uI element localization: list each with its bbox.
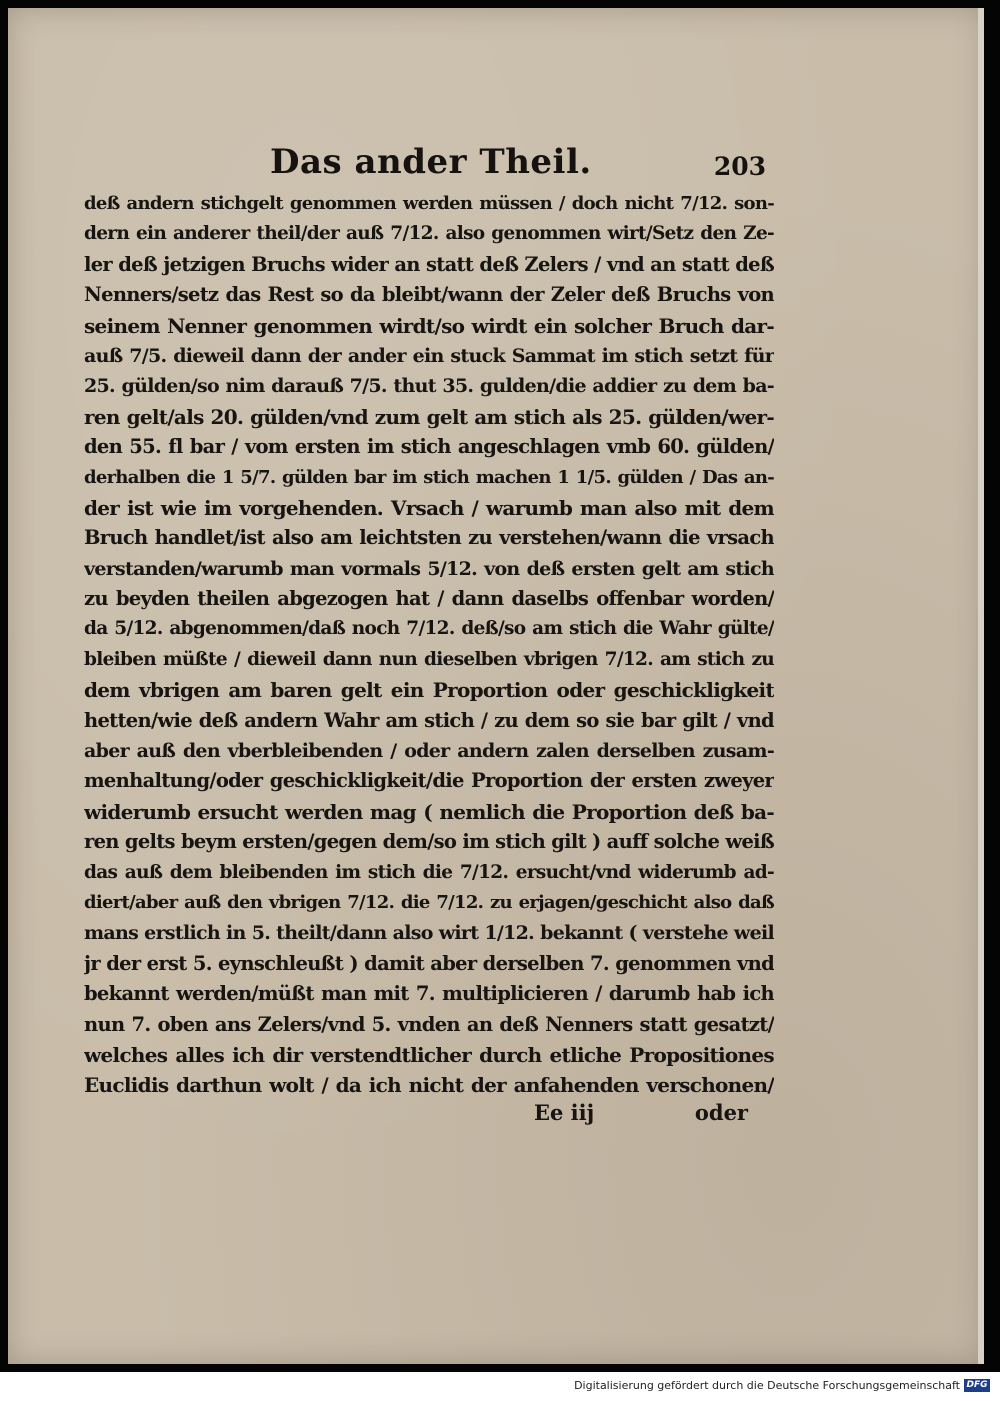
text-line: das auß dem bleibenden im stich die 7/12. ersucht/vnd widerumb ad- [84, 861, 774, 883]
text-line: auß 7/5. dieweil dann der ander ein stuck Sammat im stich setzt für [84, 344, 774, 367]
text-line: seinem Nenner genommen wirdt/so wirdt ein solcher Bruch dar- [84, 313, 774, 338]
text-line: den 55. fl bar / vom ersten im stich angeschlagen vmb 60. gülden/ [84, 435, 774, 459]
text-line: diert/aber auß den vbrigen 7/12. die 7/12. zu erjagen/geschicht also daß [84, 891, 774, 913]
text-line: Bruch handlet/ist also am leichtsten zu verstehen/wann die vrsach [84, 526, 774, 550]
text-line: derhalben die 1 5/7. gülden bar im stich machen 1 1/5. gülden / Das an- [84, 466, 774, 488]
text-line: dem vbrigen am baren gelt ein Proportion oder geschickligkeit [84, 678, 774, 703]
text-line: ren gelts beym ersten/gegen dem/so im stich gilt ) auff solche weiß [84, 830, 774, 854]
text-line: jr der erst 5. eynschleußt ) damit aber derselben 7. genommen vnd [84, 951, 774, 975]
funding-credit: Digitalisierung gefördert durch die Deutsche Forschungsgemeinschaft [574, 1379, 960, 1392]
text-line: bleiben müßte / dieweil dann nun dieselben vbrigen 7/12. am stich zu [84, 648, 774, 670]
dfg-logo-icon[interactable]: DFG [964, 1379, 990, 1392]
running-head: Das ander Theil. [270, 142, 592, 182]
page-header [270, 142, 770, 186]
text-line: bekannt werden/müßt man mit 7. multiplicieren / darumb hab ich [84, 982, 774, 1006]
book-page [8, 8, 984, 1364]
signature-mark: Ee iij [534, 1100, 595, 1125]
page-footer [528, 1100, 778, 1132]
body-text [84, 189, 774, 1101]
text-line: aber auß den vberbleibenden / oder andern zalen derselben zusam- [84, 740, 774, 763]
text-line: welches alles ich dir verstendtlicher durch etliche Propositiones [84, 1042, 774, 1067]
text-line: deß andern stichgelt genommen werden müssen / doch nicht 7/12. son- [84, 193, 774, 214]
text-line: nun 7. oben ans Zelers/vnd 5. vnden an deß Nenners statt gesatzt/ [84, 1012, 774, 1036]
text-line: der ist wie im vorgehenden. Vrsach / warumb man also mit dem [84, 495, 774, 520]
text-line: zu beyden theilen abgezogen hat / dann daselbs offenbar worden/ [84, 587, 774, 611]
text-line: widerumb ersucht werden mag ( nemlich die Proportion deß ba- [84, 799, 774, 824]
text-line: verstanden/warumb man vormals 5/12. von deß ersten gelt am stich [84, 557, 774, 580]
page-number: 203 [713, 152, 766, 181]
text-line: hetten/wie deß andern Wahr am stich / zu dem so sie bar gilt / vnd [84, 708, 774, 732]
text-line: ren gelt/als 20. gülden/vnd zum gelt am stich als 25. gülden/wer- [84, 404, 774, 429]
text-line: ler deß jetzigen Bruchs wider an statt deß Zelers / vnd an statt deß [84, 252, 774, 276]
text-line: Euclidis darthun wolt / da ich nicht der anfahenden verschonen/ [84, 1073, 774, 1098]
credit-bar [0, 1372, 1000, 1401]
catchword: oder [694, 1100, 748, 1125]
text-line: dern ein anderer theil/der auß 7/12. also genommen wirt/Setz den Ze- [84, 223, 774, 245]
text-line: menhaltung/oder geschickligkeit/die Proportion der ersten zweyer [84, 769, 774, 793]
text-line: da 5/12. abgenommen/daß noch 7/12. deß/so am stich die Wahr gülte/ [84, 618, 774, 640]
text-line: Nenners/setz das Rest so da bleibt/wann der Zeler deß Bruchs von [84, 283, 774, 307]
text-line: 25. gülden/so nim darauß 7/5. thut 35. gulden/die addier zu dem ba- [84, 375, 774, 398]
text-line: mans erstlich in 5. theilt/dann also wirt 1/12. bekannt ( verstehe weil [84, 922, 774, 945]
page-edge [978, 8, 984, 1364]
